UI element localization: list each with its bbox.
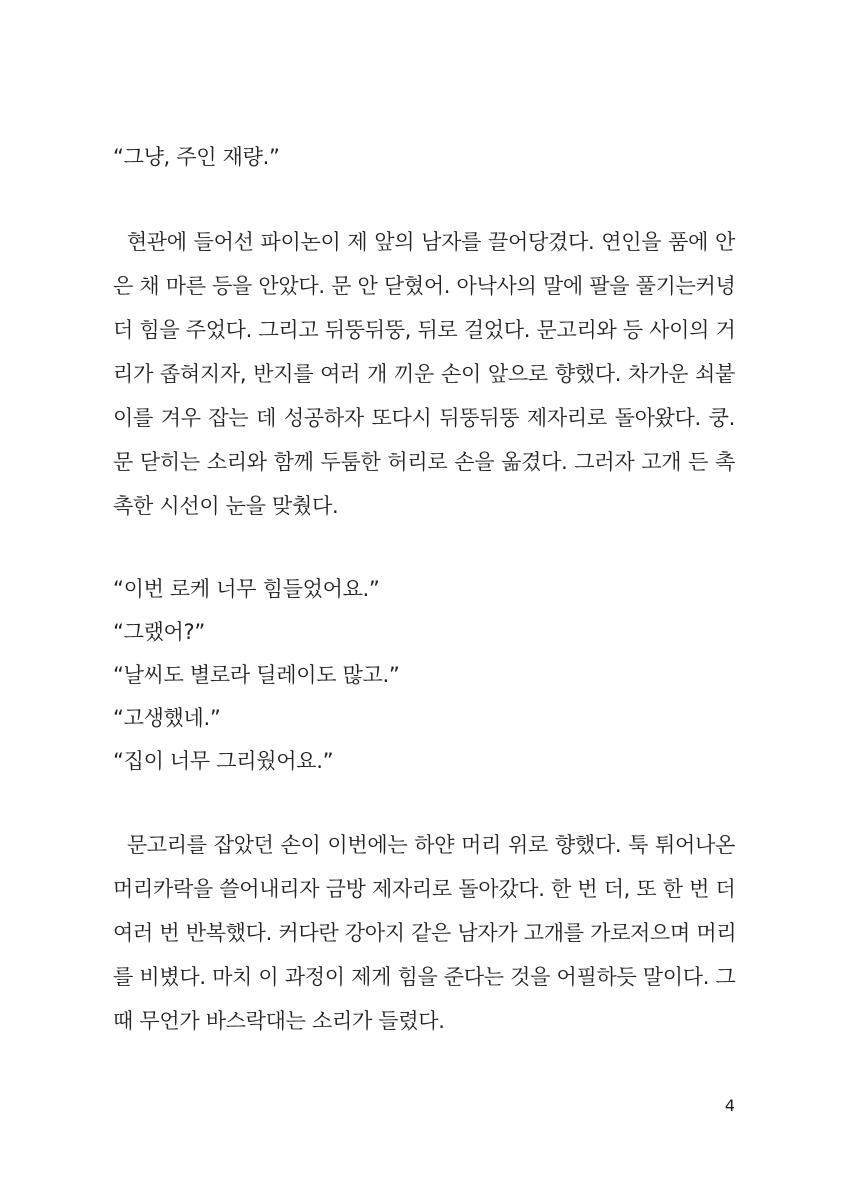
paragraph-line: 촉한 시선이 눈을 맞췄다. [113,494,339,518]
paragraph-line: 문 닫히는 소리와 함께 두툼한 허리로 손을 옮겼다. 그러자 고개 든 촉 [113,450,735,474]
page-number: 4 [724,1096,735,1115]
dialogue-line: “그냥, 주인 재량.” [113,145,280,169]
paragraph-line: 여러 번 반복했다. 커다란 강아지 같은 남자가 고개를 가로저으며 머리 [113,921,737,945]
paragraph-line: 은 채 마른 등을 안았다. 문 안 닫혔어. 아낙사의 말에 팔을 풀기는커녕 [113,274,736,298]
dialogue-line: “집이 너무 그리웠어요.” [113,749,334,773]
paragraph-line: 이를 겨우 잡는 데 성공하자 또다시 뒤뚱뒤뚱 제자리로 돌아왔다. 쿵. [113,406,735,430]
paragraph-line: 머리카락을 쓸어내리자 금방 제자리로 돌아갔다. 한 번 더, 또 한 번 더 [113,877,736,901]
paragraph-line: 더 힘을 주었다. 그리고 뒤뚱뒤뚱, 뒤로 걸었다. 문고리와 등 사이의 거 [113,318,736,342]
dialogue-line: “고생했네.” [113,706,221,730]
paragraph-line: 현관에 들어선 파이논이 제 앞의 남자를 끌어당겼다. 연인을 품에 안 [113,230,735,254]
dialogue-line: “이번 로케 너무 힘들었어요.” [113,577,380,601]
paragraph-line: 때 무언가 바스락대는 소리가 들렸다. [113,1009,445,1033]
dialogue-line: “그랬어?” [113,620,205,644]
paragraph-line: 문고리를 잡았던 손이 이번에는 하얀 머리 위로 향했다. 툭 튀어나온 [113,833,735,857]
paragraph-line: 를 비볐다. 마치 이 과정이 제게 힘을 준다는 것을 어필하듯 말이다. 그 [113,965,736,989]
paragraph-line: 리가 좁혀지자, 반지를 여러 개 끼운 손이 앞으로 향했다. 차가운 쇠붙 [113,362,735,386]
dialogue-line: “날씨도 별로라 딜레이도 많고.” [113,663,400,687]
